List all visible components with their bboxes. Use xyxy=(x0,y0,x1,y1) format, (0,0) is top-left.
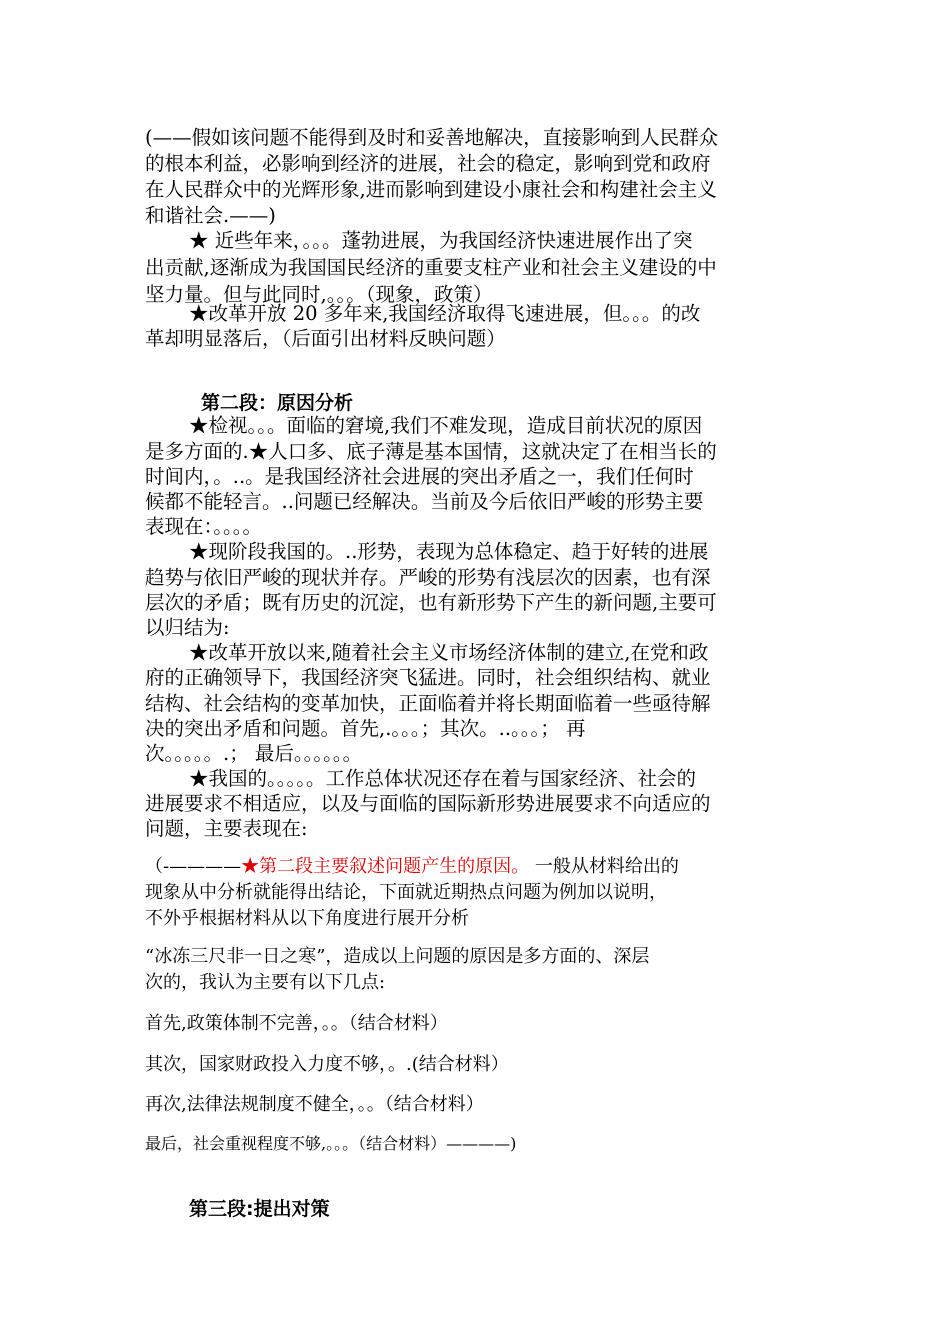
body-line: 决的突出矛盾和问题。首先,.。。。；其次。..。。。； 再 xyxy=(145,717,586,740)
section-heading: 第三段:提出对策 xyxy=(189,1198,330,1220)
intro-line: 和谐社会.——) xyxy=(145,204,276,227)
body-line: ★我国的。。。。。工作总体状况还存在着与国家经济、社会的 xyxy=(189,767,697,790)
body-line: ★现阶段我国的。..形势，表现为总体稳定、趋于好转的进展 xyxy=(189,540,709,563)
intro-line: 在人民群众中的光辉形象,进而影响到建设小康社会和构建社会主义 xyxy=(145,178,717,201)
note-prefix: （-———— xyxy=(145,856,242,877)
body-line: 问题，主要表现在: xyxy=(145,817,308,840)
star-paragraph-line: ★改革开放 20 多年来,我国经济取得飞速进展，但。。。的改 xyxy=(189,302,701,325)
section-heading: 第二段：原因分析 xyxy=(201,392,354,414)
note-line xyxy=(145,854,679,880)
body-line: 进展要求不相适应，以及与面临的国际新形势进展要求不向适应的 xyxy=(145,792,711,815)
body-line: 表现在：。。。。 xyxy=(145,515,263,538)
body-line: ★检视。。。面临的窘境,我们不难发现，造成目前状况的原因 xyxy=(189,414,703,437)
body-line: 趋势与依旧严峻的现状并存。严峻的形势有浅层次的因素，也有深 xyxy=(145,566,711,589)
body-line: 府的正确领导下，我国经济突飞猛进。同时，社会组织结构、就业 xyxy=(145,666,711,689)
note-highlight: ★第二段主要叙述问题产生的原因。 xyxy=(241,856,530,877)
quote-line: 次的，我认为主要有以下几点: xyxy=(145,972,386,993)
body-line: 以归结为: xyxy=(145,616,230,639)
point-line: 其次，国家财政投入力度不够，。.(结合材料） xyxy=(145,1054,509,1075)
body-line: ★改革开放以来,随着社会主义市场经济体制的建立,在党和政 xyxy=(189,641,709,664)
point-line: 首先,政策体制不完善，。。（结合材料） xyxy=(145,1013,448,1034)
star-paragraph-line: 革却明显落后，（后面引出材料反映问题） xyxy=(145,327,506,350)
body-line: 时间内，。..。是我国经济社会进展的突出矛盾之一，我们任何时 xyxy=(145,465,694,488)
quote-line: “冰冻三尺非一日之寒”，造成以上问题的原因是多方面的、深层 xyxy=(145,946,650,967)
star-paragraph-line: 坚力量。但与此同时,。。。（现象，政策） xyxy=(145,283,493,306)
body-line: 次。。。。。.； 最后。。。。。。 xyxy=(145,742,363,765)
point-line: 再次,法律法规制度不健全，。。（结合材料） xyxy=(145,1094,484,1115)
star-paragraph-line: 出贡献,逐渐成为我国国民经济的重要支柱产业和社会主义建设的中 xyxy=(145,256,717,279)
star-paragraph-line: ★ 近些年来，。。。蓬勃进展，为我国经济快速进展作出了突 xyxy=(189,229,693,252)
body-line: 是多方面的.★人口多、底子薄是基本国情，这就决定了在相当长的 xyxy=(145,440,717,463)
intro-line: (——假如该问题不能得到及时和妥善地解决，直接影响到人民群众 xyxy=(145,126,719,149)
note-suffix: 一般从材料给出的 xyxy=(529,856,679,877)
body-line: 候都不能轻言。..问题已经解决。当前及今后依旧严峻的形势主要 xyxy=(145,490,704,513)
point-line: 最后，社会重视程度不够,。。。（结合材料）————) xyxy=(145,1134,517,1153)
note-line: 不外乎根据材料从以下角度进行展开分析 xyxy=(145,908,469,929)
body-line: 层次的矛盾；既有历史的沉淀，也有新形势下产生的新问题,主要可 xyxy=(145,591,717,614)
note-line: 现象从中分析就能得出结论，下面就近期热点问题为例加以说明， xyxy=(145,882,667,903)
intro-line: 的根本利益，必影响到经济的进展，社会的稳定，影响到党和政府 xyxy=(145,152,711,175)
body-line: 结构、社会结构的变革加快，正面临着并将长期面临着一些亟待解 xyxy=(145,692,711,715)
